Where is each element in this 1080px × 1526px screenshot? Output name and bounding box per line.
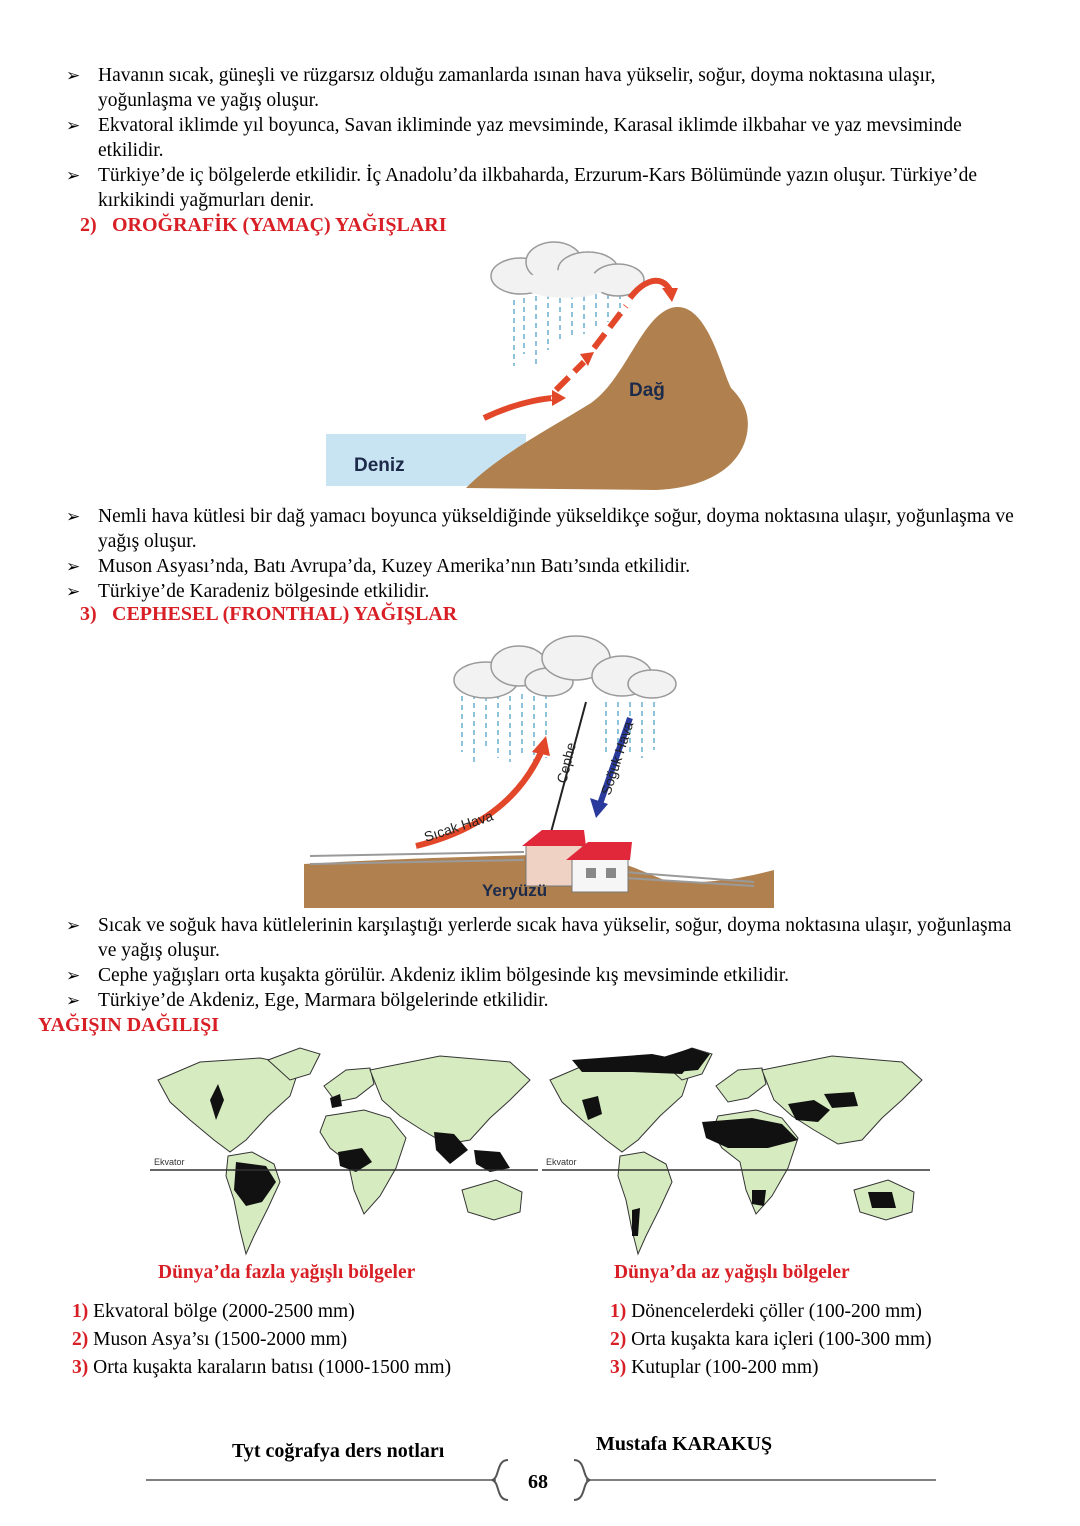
label-sicak-hava: Sıcak Hava bbox=[421, 807, 496, 845]
arrow-bullet-icon: ➢ bbox=[66, 557, 81, 576]
label-soguk-hava: Soğuk Hava bbox=[597, 719, 637, 797]
equator-label: Ekvator bbox=[546, 1157, 577, 1167]
orographic-rain-diagram bbox=[326, 238, 756, 494]
label-dag: Dağ bbox=[629, 380, 665, 401]
low-rainfall-caption: Dünya’da az yağışlı bölgeler bbox=[614, 1262, 850, 1283]
bullet-item: ➢ Muson Asyası’nda, Batı Avrupa’da, Kuzey Amerika’nın Batı’sında etkilidir. bbox=[66, 556, 691, 577]
rain-drops bbox=[514, 294, 620, 368]
high-rainfall-list bbox=[72, 1298, 451, 1382]
arrow-bullet-icon: ➢ bbox=[66, 916, 81, 935]
mountain-shape bbox=[466, 307, 748, 490]
intro-bullet-list bbox=[66, 63, 1026, 213]
list-item: 3) Kutuplar (100-200 mm) bbox=[610, 1357, 819, 1378]
bullet-item: ➢ Ekvatoral iklimde yıl boyunca, Savan ikliminde yaz mevsiminde, Karasal iklimde ilkbahar ve yaz mevsiminde etkilidir. bbox=[66, 115, 962, 161]
frontal-rain-diagram bbox=[304, 632, 774, 908]
arrow-bullet-icon: ➢ bbox=[66, 966, 81, 985]
label-deniz: Deniz bbox=[354, 455, 405, 476]
cloud-icon bbox=[491, 242, 644, 298]
bullet-item: ➢ Nemli hava kütlesi bir dağ yamacı boyunca yükseldiğinde yükseldikçe soğur, doyma noktasına ulaşır, yoğunlaşma ve yağış oluşur. bbox=[66, 506, 1014, 552]
bullet-item: ➢ Cephe yağışları orta kuşakta görülür. Akdeniz iklim bölgesinde kış mevsiminde etkilidir. bbox=[66, 965, 790, 986]
bullet-item: ➢ Türkiye’de Akdeniz, Ege, Marmara bölgelerinde etkilidir. bbox=[66, 990, 549, 1011]
list-item: 3) Orta kuşakta karaların batısı (1000-1500 mm) bbox=[72, 1357, 452, 1378]
page-number: 68 bbox=[528, 1471, 548, 1493]
high-rainfall-map bbox=[150, 1040, 538, 1258]
section-heading-cephesel: 3) CEPHESEL (FRONTHAL) YAĞIŞLAR bbox=[80, 603, 458, 625]
list-item: 1) Ekvatoral bölge (2000-2500 mm) bbox=[72, 1301, 355, 1322]
label-cephe: Cephe bbox=[553, 740, 579, 785]
footer-author: Mustafa KARAKUŞ bbox=[596, 1433, 773, 1455]
arrow-bullet-icon: ➢ bbox=[66, 116, 81, 135]
section-heading-orografik: 2) OROĞRAFİK (YAMAÇ) YAĞIŞLARI bbox=[80, 214, 447, 236]
high-rainfall-caption: Dünya’da fazla yağışlı bölgeler bbox=[158, 1262, 416, 1283]
orographic-bullet-list bbox=[66, 504, 1026, 604]
rising-air-arrow bbox=[484, 398, 554, 418]
arrow-bullet-icon: ➢ bbox=[66, 991, 81, 1010]
low-rainfall-map bbox=[542, 1040, 930, 1258]
footer-course-title: Tyt coğrafya ders notları bbox=[232, 1440, 445, 1462]
bullet-item: ➢ Türkiye’de Karadeniz bölgesinde etkilidir. bbox=[66, 581, 430, 602]
bullet-item: ➢ Havanın sıcak, güneşli ve rüzgarsız olduğu zamanlarda ısınan hava yükselir, soğur, doyma noktasına ulaşır, yoğunlaşma ve yağış oluşur. bbox=[66, 65, 936, 111]
label-yeryuzu: Yeryüzü bbox=[482, 881, 548, 900]
section-heading-dagilis: YAĞIŞIN DAĞILIŞI bbox=[38, 1014, 219, 1036]
list-item: 1) Dönencelerdeki çöller (100-200 mm) bbox=[610, 1301, 922, 1322]
list-item: 2) Orta kuşakta kara içleri (100-300 mm) bbox=[610, 1329, 932, 1350]
arrow-bullet-icon: ➢ bbox=[66, 582, 81, 601]
cloud-icon bbox=[454, 636, 676, 698]
bullet-item: ➢ Sıcak ve soğuk hava kütlelerinin karşılaştığı yerlerde sıcak hava yükselir, soğur, doyma noktasına ulaşır, yoğunlaşma ve yağış oluşur. bbox=[66, 915, 1012, 961]
arrow-bullet-icon: ➢ bbox=[66, 507, 81, 526]
list-item: 2) Muson Asya’sı (1500-2000 mm) bbox=[72, 1329, 348, 1350]
arrow-bullet-icon: ➢ bbox=[66, 166, 81, 185]
frontal-bullet-list bbox=[66, 913, 1026, 1013]
bullet-item: ➢ Türkiye’de iç bölgelerde etkilidir. İç Anadolu’da ilkbaharda, Erzurum-Kars Bölümünde yazın oluşur. Türkiye’de kırkikindi yağmurları denir. bbox=[66, 165, 978, 211]
equator-label: Ekvator bbox=[154, 1157, 185, 1167]
arrow-bullet-icon: ➢ bbox=[66, 66, 81, 85]
low-rainfall-list bbox=[610, 1298, 932, 1382]
